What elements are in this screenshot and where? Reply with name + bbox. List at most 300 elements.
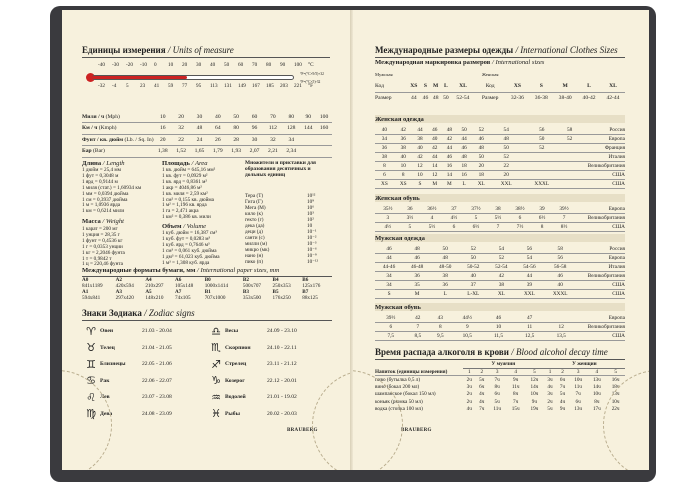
size-cell: 56 [515, 245, 543, 254]
size-cell: 52-54 [487, 263, 515, 272]
list-item: 1 см² = 0,155 кв. дюйма [162, 196, 214, 203]
size-cell: 5½ [489, 214, 507, 223]
col-number: 4 [506, 368, 525, 375]
decay-time: 16ч [611, 376, 620, 383]
multiplier-name: кило (к) [245, 211, 263, 217]
scale-tick: 77 [182, 83, 188, 89]
size-cell: 7½ [507, 223, 533, 232]
table-row [82, 123, 332, 135]
decay-time: 3ч [466, 383, 472, 390]
size-code: M [431, 80, 441, 92]
zodiac-cell: 24.08 - 23.09 [142, 410, 172, 417]
volume-list [162, 231, 220, 266]
paper-size: 125x176 [302, 283, 321, 289]
country-label: Италия [577, 263, 625, 272]
zodiac-row [82, 406, 332, 423]
area-heading: Площадь / Area [162, 160, 208, 167]
spacer [441, 68, 451, 80]
women-col: У женщин [544, 361, 625, 368]
zodiac-cell: Стрелец [225, 361, 247, 368]
size-cell: 4½ [445, 214, 463, 223]
size-cell: 48 [471, 144, 491, 153]
mass-list [82, 227, 125, 268]
table-row [375, 361, 625, 368]
decay-time: 9ч [531, 398, 537, 405]
size-cell: 6½ [533, 214, 551, 223]
zodiac-cell: 23.11 - 21.12 [267, 361, 297, 368]
decay-time: 13ч [592, 376, 601, 383]
size-cell: 50 [457, 126, 472, 135]
col-number: 1 [544, 368, 557, 375]
list-item: 1 кв. фут = 0,0929 м² [162, 172, 208, 179]
paper-name: B6 [302, 277, 309, 283]
decay-time: 5ч [559, 391, 566, 398]
decay-time: 6ч [575, 398, 581, 405]
multipliers-list [245, 193, 333, 265]
size-cell: 36 [375, 144, 394, 153]
paper-name: A1 [82, 289, 89, 295]
table-cell: 1,38 [154, 146, 172, 158]
decay-time: 6ч [479, 383, 485, 390]
zodiac-icon: ♓ [211, 407, 221, 421]
paper-name: B4 [272, 277, 279, 283]
size-cell: 46 [543, 272, 576, 281]
scale-tick: 221 [294, 83, 302, 89]
scale-tick: -20 [126, 62, 133, 68]
table-cell: 96 [245, 123, 263, 135]
size-cell: 56-58 [543, 263, 576, 272]
size-cell: 56 [543, 254, 576, 263]
table-cell: 160 [316, 123, 332, 135]
scale-tick: 90 [280, 62, 286, 68]
list-item: 1 см³ = 0,061 куб. дюйма [162, 247, 217, 254]
size-cell: 20 [471, 162, 491, 171]
country-label: Европа [577, 314, 625, 323]
size-cell: 35 [403, 281, 431, 290]
multiplier-power: 10⁻³ [307, 241, 317, 247]
size-cell: 46 [427, 126, 442, 135]
table-row [375, 383, 625, 390]
size-cell: 18 [471, 170, 491, 179]
scale-tick: 80 [266, 62, 272, 68]
men-col: У мужчин [463, 361, 544, 368]
scale-tick: 60 [238, 62, 244, 68]
multiplier-power: 10⁻¹ [307, 229, 317, 235]
size-cell: 13,5 [545, 332, 577, 341]
zodiac-cell: Овен [100, 328, 114, 335]
size-cell [562, 179, 577, 188]
marking-heading: Международная маркировка размеров / International sizes [375, 59, 545, 66]
scale-tick: 149 [238, 83, 246, 89]
list-item: 1 м = 1,0936 ярда [82, 202, 121, 209]
size-cell: 58 [562, 126, 577, 135]
table-row [375, 332, 625, 341]
table-row [375, 272, 625, 281]
table-cell: 50 [227, 111, 245, 123]
zodiac-row [82, 323, 332, 340]
multiplier-name: санти (с) [245, 235, 265, 241]
size-cell: 56 [521, 126, 562, 135]
table-cell: 32 [172, 123, 190, 135]
table-row [375, 281, 625, 290]
col-number: 2 [556, 368, 569, 375]
drink-name: шампанское (бокал 150 мл) [375, 391, 436, 398]
drink-name: водка (стопка 100 мл) [375, 406, 423, 413]
table-cell: 30 [190, 111, 208, 123]
multiplier-name: деци (д) [245, 229, 263, 235]
list-item: 1 карат = 200 мг [82, 226, 118, 232]
men-label: Мужская [375, 71, 393, 77]
size-code: S [529, 80, 553, 92]
zodiac-cell: 24.09 - 23.10 [267, 328, 297, 335]
scale-tick: °C [308, 62, 314, 68]
paper-sizes-table [82, 277, 332, 301]
size-cell: 52 [491, 153, 521, 162]
zodiac-title: Знаки Зодиака / Zodiac signs [82, 308, 195, 318]
size-cell: M [442, 179, 457, 188]
decay-time: 5ч [494, 398, 500, 405]
multiplier-name: микро (мк) [245, 247, 270, 253]
size-code: M [553, 80, 577, 92]
size-cell: 36½ [419, 205, 445, 214]
scale-tick: -10 [140, 62, 147, 68]
decay-time: 2ч [466, 376, 472, 383]
multiplier-power: 10¹² [307, 193, 316, 199]
size-cell: L [431, 289, 459, 298]
length-heading: Длина / Length [82, 160, 125, 167]
formula-1: °F=(°C×9/5)+32 [300, 72, 324, 76]
size-cell: XXL [491, 179, 521, 188]
scale-tick: 50 [224, 62, 230, 68]
table-row [375, 68, 625, 80]
table-row [82, 134, 332, 146]
size-cell: 8 [394, 170, 413, 179]
paper-heading: Международные форматы бумаги, мм / International paper sizes, mm [82, 267, 280, 274]
size-cell: 40 [375, 126, 394, 135]
list-item: 1 т = 0,9842 т [82, 255, 112, 262]
size-cell: 8 [533, 223, 551, 232]
size-code: XS [505, 80, 529, 92]
scale-tick: -32 [98, 83, 105, 89]
size-cell: 35½ [375, 205, 401, 214]
row-label [82, 123, 154, 135]
size-cell: 3 [375, 214, 401, 223]
decay-time: 5ч [479, 376, 485, 383]
size-cell [562, 162, 577, 171]
brand-logo: BRAUBERG [401, 428, 432, 433]
list-item: 1 миля (стат.) = 1,60934 км [82, 184, 142, 191]
size-cell: 46 [403, 254, 431, 263]
zodiac-icon: ♎ [211, 324, 221, 338]
size-cell: 54-56 [515, 263, 543, 272]
size-cell: 8,5 [407, 332, 430, 341]
size-cell: 12 [413, 162, 428, 171]
decay-time: 10ч [611, 398, 620, 405]
size-cell: 10 [483, 323, 514, 332]
list-item: 1 км² = 0,386 кв. мили [162, 214, 211, 221]
multiplier-name: гекто (г) [245, 217, 264, 223]
decay-time: 14ч [592, 383, 601, 390]
multiplier-name: Тера (Т) [245, 193, 264, 199]
size-cell: 52 [521, 144, 562, 153]
size-cell: 52 [471, 126, 491, 135]
men-clothes-heading: Мужская одежда [375, 235, 425, 242]
volume-heading: Объем / Volume [162, 223, 207, 230]
size-cell [521, 153, 562, 162]
scale-tick: 0 [154, 62, 157, 68]
table-row [375, 254, 625, 263]
size-cell: 36 [401, 205, 419, 214]
decay-time: 3ч [547, 376, 553, 383]
size-cell: XXXL [521, 179, 562, 188]
size-code: L [441, 80, 451, 92]
size-cell: M [427, 179, 442, 188]
size-cell [545, 314, 577, 323]
scale-tick: 131 [224, 83, 232, 89]
table-cell: 30 [245, 134, 263, 146]
list-item: 1 ц = 220,46 фунта [82, 261, 123, 268]
paper-name: A2 [115, 277, 122, 283]
size-cell: XS [375, 179, 394, 188]
alcohol-table [375, 361, 625, 413]
list-item: 1 фут = 0,3048 м [82, 172, 119, 179]
size-cell: 36 [403, 272, 431, 281]
col-number: 2 [476, 368, 489, 375]
table-cell: 34 [282, 134, 300, 146]
country-label: США [577, 223, 625, 232]
table-row [375, 135, 625, 144]
size-cell: L [457, 179, 472, 188]
list-item: 1 ярд = 0,9144 м [82, 178, 118, 185]
col-number: 3 [488, 368, 506, 375]
marking-table [375, 68, 625, 104]
zodiac-cell: 24.10 - 22.11 [267, 344, 297, 351]
size-cell: 44 [457, 135, 472, 144]
decay-time: 11ч [493, 406, 501, 413]
multiplier-power: 10⁻¹² [307, 259, 319, 265]
drink-name: вино (бокал 200 мл) [375, 383, 420, 390]
table-row [375, 368, 625, 375]
size-cell: 22 [491, 162, 521, 171]
country-label: Европа [577, 135, 625, 144]
table-cell: 80 [227, 123, 245, 135]
zodiac-cell: 21.03 - 20.04 [142, 328, 172, 335]
paper-size: 74x105 [175, 295, 191, 301]
women-shoes-table [375, 205, 625, 232]
size-cell: 5½ [419, 223, 445, 232]
spacer [407, 68, 420, 80]
size-cell: 50 [459, 254, 487, 263]
zodiac-icon: ♑ [211, 374, 221, 388]
table-row [375, 223, 625, 232]
size-cell: 7 [489, 223, 507, 232]
row-label-ru: Бар [82, 148, 92, 155]
size-cell [562, 144, 577, 153]
table-cell: 10 [154, 111, 172, 123]
zodiac-cell: 22.06 - 22.07 [142, 377, 172, 384]
size-value: 48 [432, 95, 439, 102]
units-title: Единицы измерения / Units of measure [82, 45, 234, 55]
multipliers-heading: Множители и приставки для образования десятичных и дольных единиц [245, 160, 316, 179]
zodiac-row [82, 340, 332, 357]
paper-size: 250x353 [272, 283, 291, 289]
table-cell [316, 134, 332, 146]
col-number: 5 [606, 368, 625, 375]
zodiac-cell: Телец [100, 344, 115, 351]
table-cell: 1,65 [190, 146, 208, 158]
alcohol-title: Время распада алкоголя в крови / Blood alcohol decay time [375, 347, 608, 357]
size-cell: 43 [429, 314, 452, 323]
decay-time: 4ч [479, 398, 485, 405]
size-cell: 6 [375, 170, 394, 179]
paper-size: 297x420 [115, 295, 134, 301]
paper-size: 105x148 [175, 283, 194, 289]
list-item: 1 кв. дюйм = 645,16 мм² [162, 167, 216, 173]
table-cell: 26 [209, 134, 227, 146]
zodiac-cell: Весы [225, 328, 239, 335]
table-cell [316, 146, 332, 158]
size-value: 32-36 [510, 95, 524, 102]
row-label-ru: Фунт / кв. дюйм [82, 136, 124, 143]
size-code: XL [451, 80, 475, 92]
formula-2: °F=(°C×5)-32 [300, 80, 321, 84]
zodiac-cell: Рак [100, 377, 110, 384]
drink-header: Напиток (единицы измерения) [375, 368, 463, 375]
row-label-en: (Bar) [91, 148, 105, 155]
row-label-ru: Км / ч [82, 125, 98, 132]
zodiac-table [82, 323, 332, 422]
decay-time: 10ч [592, 391, 601, 398]
size-cell: 34 [375, 281, 403, 290]
size-cell: 37½ [463, 205, 489, 214]
size-cell: 42 [427, 144, 442, 153]
size-cell: 48 [491, 135, 521, 144]
size-cell: 40 [394, 153, 413, 162]
men-shoes-table [375, 314, 625, 341]
size-cell [521, 170, 562, 179]
size-cell: 39½ [375, 314, 407, 323]
decay-time: 12ч [530, 376, 539, 383]
table-cell: 24 [190, 134, 208, 146]
size-value: 38-40 [558, 95, 572, 102]
zodiac-icon: ♒ [211, 390, 221, 404]
col-number: 5 [525, 368, 544, 375]
zodiac-cell: 20.02 - 20.03 [267, 410, 297, 417]
size-cell: 9 [452, 323, 484, 332]
size-code: XS [407, 80, 420, 92]
list-item: 1 кв. миля = 2,59 км² [162, 190, 208, 197]
size-cell: XS [394, 179, 413, 188]
col-number: 1 [463, 368, 476, 375]
table-row [375, 80, 625, 92]
table-cell: 64 [209, 123, 227, 135]
size-cell: 46 [483, 314, 514, 323]
scale-tick: °F [308, 83, 313, 89]
decay-time: 9ч [559, 406, 566, 413]
zodiac-cell: Близнецы [100, 361, 126, 368]
size-cell: 52 [487, 254, 515, 263]
table-cell: 2,07 [245, 146, 263, 158]
decay-time: 2ч [547, 398, 553, 405]
table-cell [300, 146, 316, 158]
women-shoes-heading: Женская обувь [375, 195, 420, 202]
fahrenheit-scale [98, 83, 313, 91]
size-cell: 7 [551, 214, 577, 223]
size-value: 36-38 [534, 95, 548, 102]
decay-time: 4ч [559, 398, 566, 405]
multiplier-power: 10⁻⁹ [307, 253, 317, 259]
size-cell: 38 [413, 135, 428, 144]
size-cell: 4 [419, 214, 445, 223]
decay-time: 6ч [559, 376, 566, 383]
size-label: Размер [375, 95, 392, 102]
paper-name: B7 [302, 289, 309, 295]
multiplier-name: Мега (М) [245, 205, 266, 211]
size-cell: 50 [491, 144, 521, 153]
size-cell: 48 [442, 126, 457, 135]
size-cell: XXXL [543, 289, 576, 298]
country-label: США [577, 281, 625, 290]
women-clothes-table [375, 126, 625, 189]
decay-time: 19ч [530, 406, 539, 413]
size-cell: 47 [514, 314, 546, 323]
table-row [375, 153, 625, 162]
table-cell: 20 [154, 134, 172, 146]
size-cell: 46-48 [403, 263, 431, 272]
size-cell: 12,5 [514, 332, 546, 341]
zodiac-icon: ♏ [211, 341, 221, 355]
country-label: США [577, 170, 625, 179]
table-cell: 32 [264, 134, 282, 146]
size-cell: 6½ [463, 223, 489, 232]
list-item: 1 м² = 1,196 кв. ярда [162, 202, 207, 209]
paper-size: 176x250 [272, 295, 291, 301]
paper-size: 88x125 [302, 295, 318, 301]
left-page [62, 10, 352, 470]
zodiac-icon: ♐ [211, 357, 221, 371]
decay-time: 9ч [513, 376, 519, 383]
size-cell: 50 [471, 153, 491, 162]
paper-name: B5 [272, 289, 279, 295]
list-item: 1 кг = 2,2046 фунта [82, 249, 125, 256]
size-cell: 42 [442, 135, 457, 144]
country-label: Великобритания [577, 214, 625, 223]
table-cell: 60 [245, 111, 263, 123]
decay-time: 11ч [511, 383, 520, 390]
list-item: 1 мм = 0,0394 дюйма [82, 190, 129, 197]
zodiac-cell: 22.05 - 21.06 [142, 361, 172, 368]
decay-time: 22ч [611, 406, 620, 413]
scale-tick: -4 [112, 83, 117, 89]
size-value: 42-44 [606, 95, 620, 102]
table-cell: 22 [172, 134, 190, 146]
size-cell: 39½ [551, 205, 577, 214]
zodiac-cell: Рыбы [225, 410, 240, 417]
paper-size: 420x594 [115, 283, 134, 289]
size-cell: 16 [442, 162, 457, 171]
multiplier-name: пико (п) [245, 259, 263, 265]
zodiac-cell: 23.07 - 23.08 [142, 394, 172, 401]
multiplier-name: Гига (Г) [245, 199, 263, 205]
table-row [375, 92, 625, 104]
size-cell: 40 [459, 272, 487, 281]
decay-time: 18ч [611, 383, 620, 390]
size-cell: 39 [515, 281, 543, 290]
size-cell: 9,5 [429, 332, 452, 341]
country-label: США [577, 289, 625, 298]
paper-size: 841x1189 [82, 283, 103, 289]
multiplier-power: 10⁹ [307, 199, 314, 205]
